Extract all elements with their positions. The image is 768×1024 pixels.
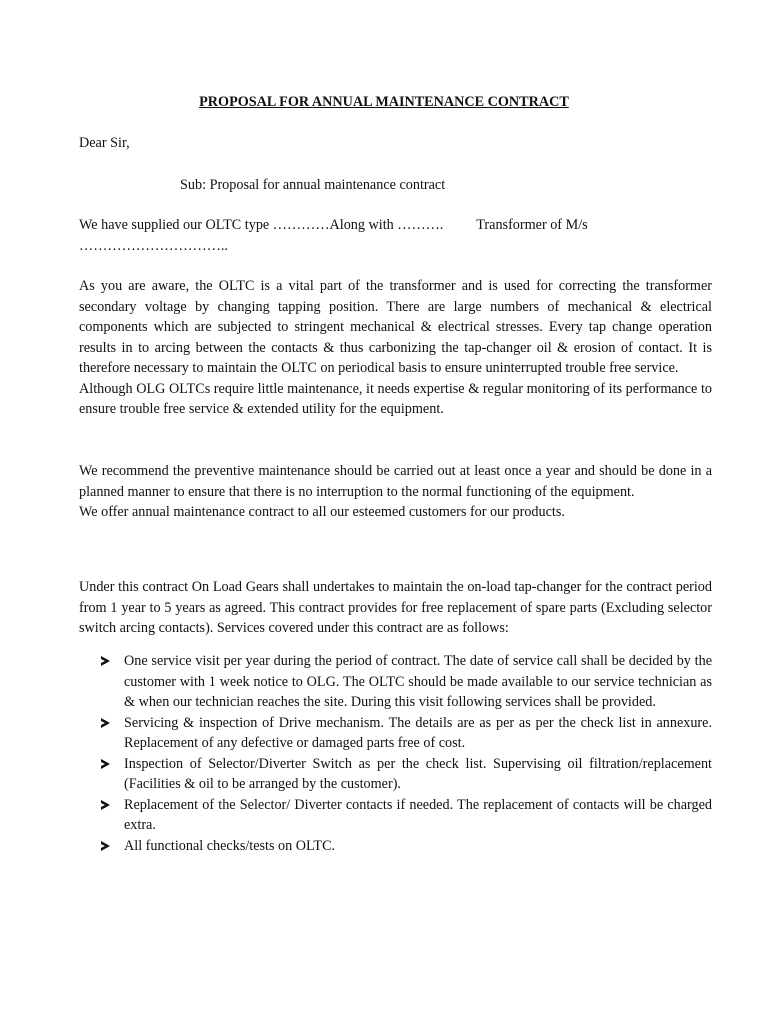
- document-title-text: PROPOSAL FOR ANNUAL MAINTENANCE CONTRACT: [199, 94, 569, 110]
- list-item: [79, 836, 712, 857]
- supply-line-dots: …………………………..: [79, 238, 228, 254]
- list-item-text: Servicing & inspection of Drive mechanism. The details are as per as per the check list in annexure. Replacement of any defective or damaged parts free of cost.: [124, 714, 712, 751]
- list-item: [79, 713, 712, 754]
- list-item-text: All functional checks/tests on OLTC.: [124, 837, 336, 854]
- list-item-text: One service visit per year during the period of contract. The date of service call shall be decided by the customer with 1 week notice to OLG. The OLTC should be made available to our service technician as & when our technician reaches the site. During this visit following services shall be provided.: [124, 653, 712, 710]
- supply-line-text: We have supplied our OLTC type …………Along with ……….: [79, 217, 444, 233]
- arrow-bullet-icon: [101, 800, 110, 810]
- arrow-bullet-icon: [101, 718, 110, 728]
- document-title: [0, 92, 768, 113]
- arrow-bullet-icon: [101, 656, 110, 666]
- list-item: [79, 651, 712, 713]
- services-list: [79, 651, 712, 856]
- paragraph-text: We offer annual maintenance contract to all our esteemed customers for our products.: [79, 504, 565, 520]
- salutation: Dear Sir,: [79, 135, 130, 151]
- list-item-text: Inspection of Selector/Diverter Switch as per the check list. Supervising oil filtration/replacement (Facilities & oil to be arranged by the customer).: [124, 755, 712, 792]
- paragraph-text: As you are aware, the OLTC is a vital part of the transformer and is used for correcting the transformer secondary voltage by changing tapping position. There are large numbers of mechanical & electrical components which are subjected to stringent mechanical & electrical stresses. Every tap change operation results in to arcing between the contacts & thus carbonizing the tap-changer oil & erosion of contact. It is therefore necessary to maintain the OLTC on periodical basis to ensure uninterrupted trouble free service.: [79, 278, 712, 376]
- arrow-bullet-icon: [101, 759, 110, 769]
- paragraph-text: Although OLG OLTCs require little maintenance, it needs expertise & regular monitoring of its performance to ensure trouble free service & extended utility for the equipment.: [79, 380, 712, 417]
- list-item: [79, 754, 712, 795]
- list-item: [79, 795, 712, 836]
- paragraph-oltc-importance: [79, 276, 712, 420]
- arrow-bullet-icon: [101, 841, 110, 851]
- paragraph-recommendation: [79, 461, 712, 523]
- paragraph-contract-terms: Under this contract On Load Gears shall undertakes to maintain the on-load tap-changer for the contract period from 1 year to 5 years as agreed. This contract provides for free replacement of spare parts (Excluding selector switch arcing contacts). Services covered under this contract are as follows:: [79, 579, 712, 636]
- subject-line: Sub: Proposal for annual maintenance contract: [180, 177, 446, 193]
- supply-line-transformer: Transformer of M/s: [476, 217, 588, 233]
- list-item-text: Replacement of the Selector/ Diverter contacts if needed. The replacement of contacts will be charged extra.: [124, 796, 712, 833]
- paragraph-text: We recommend the preventive maintenance should be carried out at least once a year and should be done in a planned manner to ensure that there is no interruption to the normal functioning of the equipment.: [79, 463, 712, 500]
- supply-line: [79, 215, 712, 236]
